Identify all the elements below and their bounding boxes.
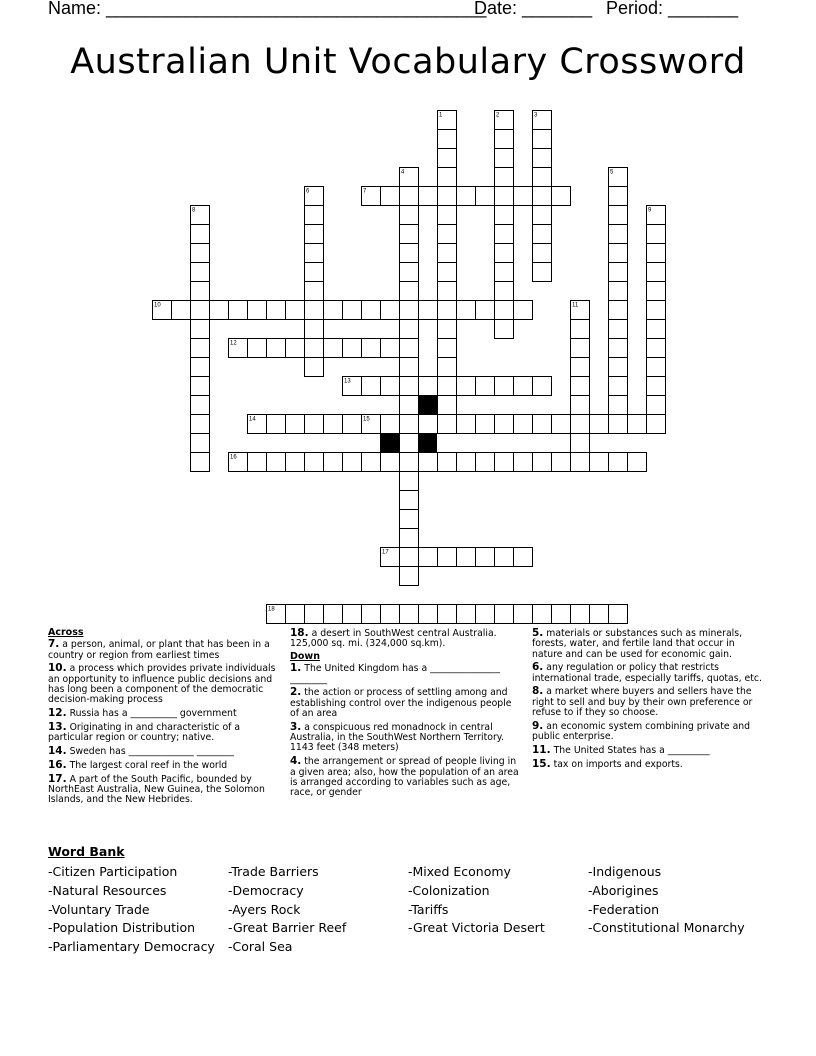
clue-number: 16 (230, 454, 237, 461)
grid-cell[interactable] (362, 339, 381, 358)
word-bank-column-1 (48, 863, 215, 957)
grid-cell[interactable] (609, 263, 628, 282)
clue-across-17: 17. A part of the South Pacific, bounded by NorthEast Australia, New Guinea, the Solomon Islands, and the New Hebrides. (48, 772, 265, 806)
grid-cell[interactable] (476, 187, 495, 206)
word-bank-item: -Ayers Rock (228, 901, 301, 917)
grid-cell[interactable] (400, 415, 419, 434)
grid-cell[interactable] (191, 396, 210, 415)
grid-cell[interactable] (476, 415, 495, 434)
grid-cell[interactable] (191, 301, 210, 320)
clue-across-10: 10. a process which provides private individuals an opportunity to influence public decisions and has long been a component of the democratic decision-making process (48, 662, 276, 706)
grid-cell[interactable] (438, 206, 457, 225)
clue-across-7: 7. a person, animal, or plant that has been in a country or region from earliest times (48, 638, 270, 661)
clue-down-5: 5. materials or substances such as minerals, forests, water, and fertile land that occur in nature and can be used for economic gain. (532, 627, 743, 660)
across-heading: Across (48, 627, 84, 638)
grid-cell[interactable] (286, 339, 305, 358)
grid-cell[interactable] (248, 339, 267, 358)
grid-cell[interactable] (552, 187, 571, 206)
clue-down-4: 4. the arrangement or spread of people living in a given area; also, how the population of an area is arranged according to variables such as age, race, or gender (290, 755, 519, 799)
grid-cell[interactable] (552, 453, 571, 472)
page-title: Australian Unit Vocabulary Crossword (70, 42, 746, 82)
grid-cell[interactable] (609, 605, 628, 624)
grid-cell[interactable] (305, 263, 324, 282)
grid-cell[interactable] (609, 320, 628, 339)
grid-cell[interactable] (191, 453, 210, 472)
word-bank-item: -Democracy (228, 882, 304, 898)
grid-cell[interactable] (343, 605, 362, 624)
grid-cell[interactable] (286, 415, 305, 434)
grid-cell[interactable] (647, 244, 666, 263)
grid-cell[interactable] (571, 377, 590, 396)
grid-cell[interactable] (647, 396, 666, 415)
grid-cell[interactable] (400, 472, 419, 491)
clue-number: 18 (268, 606, 275, 613)
grid-cell[interactable] (419, 187, 438, 206)
word-bank-item: -Colonization (408, 882, 490, 898)
clue-number: 1 (439, 112, 443, 119)
grid-cell[interactable] (495, 263, 514, 282)
grid-cell[interactable] (400, 434, 419, 453)
clue-number: 9 (648, 207, 652, 214)
grid-cell[interactable] (514, 301, 533, 320)
clue-number: 3 (534, 112, 538, 119)
grid-cell[interactable] (400, 510, 419, 529)
grid-cell[interactable] (609, 377, 628, 396)
grid-cell[interactable] (476, 605, 495, 624)
grid-cell[interactable] (286, 301, 305, 320)
grid-cell[interactable] (628, 415, 647, 434)
grid-cell[interactable] (457, 301, 476, 320)
down-heading: Down (290, 651, 320, 663)
grid-cell[interactable] (419, 548, 438, 567)
grid-cell[interactable] (457, 548, 476, 567)
grid-cell[interactable] (248, 453, 267, 472)
grid-cell[interactable] (438, 415, 457, 434)
grid-cell[interactable] (647, 263, 666, 282)
grid-cell[interactable] (495, 377, 514, 396)
grid-cell[interactable] (305, 320, 324, 339)
grid-cell[interactable] (324, 339, 343, 358)
black-square (418, 433, 437, 452)
grid-cell[interactable] (438, 130, 457, 149)
grid-cell[interactable] (438, 225, 457, 244)
grid-cell[interactable] (457, 605, 476, 624)
grid-cell[interactable] (419, 415, 438, 434)
grid-cell[interactable] (267, 415, 286, 434)
grid-cell[interactable] (514, 605, 533, 624)
grid-cell[interactable] (476, 453, 495, 472)
grid-cell[interactable] (267, 301, 286, 320)
grid-cell[interactable] (381, 605, 400, 624)
grid-cell[interactable] (305, 282, 324, 301)
grid-cell[interactable] (552, 415, 571, 434)
grid-cell[interactable] (552, 605, 571, 624)
grid-cell[interactable] (533, 453, 552, 472)
grid-cell[interactable] (191, 320, 210, 339)
grid-cell[interactable] (609, 244, 628, 263)
grid-cell[interactable] (495, 453, 514, 472)
grid-cell[interactable] (590, 415, 609, 434)
grid-cell[interactable] (495, 168, 514, 187)
grid-cell[interactable] (381, 453, 400, 472)
grid-cell[interactable] (419, 377, 438, 396)
period-field[interactable]: Period: _______ (606, 0, 739, 18)
word-bank-item: -Tariffs (408, 901, 449, 917)
black-square (418, 395, 437, 414)
grid-cell[interactable] (400, 244, 419, 263)
grid-cell[interactable] (495, 415, 514, 434)
grid-cell[interactable] (229, 301, 248, 320)
clue-across-16: 16. The largest coral reef in the world (48, 758, 228, 771)
grid-cell[interactable] (533, 130, 552, 149)
word-bank-item: -Great Victoria Desert (408, 920, 545, 936)
grid-cell[interactable] (533, 187, 552, 206)
grid-cell[interactable] (495, 130, 514, 149)
clues-column-2 (290, 628, 522, 801)
clue-number: 2 (496, 112, 500, 119)
clue-number: 15 (363, 416, 370, 423)
grid-cell[interactable] (419, 453, 438, 472)
grid-cell[interactable] (400, 548, 419, 567)
word-bank-item: -Natural Resources (48, 882, 167, 898)
grid-cell[interactable] (438, 263, 457, 282)
grid-cell[interactable] (381, 187, 400, 206)
grid-cell[interactable] (419, 301, 438, 320)
word-bank-item: -Federation (588, 901, 660, 917)
grid-cell[interactable] (343, 301, 362, 320)
clue-down-1: 1. The United Kingdom has a _______________ ________ (290, 662, 500, 685)
grid-cell[interactable] (305, 225, 324, 244)
grid-cell[interactable] (362, 605, 381, 624)
grid-cell[interactable] (609, 415, 628, 434)
grid-cell[interactable] (191, 339, 210, 358)
word-bank-item: -Voluntary Trade (48, 901, 150, 917)
grid-cell[interactable] (438, 149, 457, 168)
grid-cell[interactable] (400, 206, 419, 225)
grid-cell[interactable] (438, 187, 457, 206)
clue-number: 4 (401, 169, 405, 176)
grid-cell[interactable] (400, 263, 419, 282)
clue-across-12: 12. Russia has a __________ government (48, 707, 237, 720)
grid-cell[interactable] (400, 453, 419, 472)
clue-number: 11 (572, 302, 579, 309)
date-field[interactable]: Date: _______ (474, 0, 593, 18)
grid-cell[interactable] (628, 453, 647, 472)
clue-down-15: 15. tax on imports and exports. (532, 757, 683, 770)
clue-number: 12 (230, 340, 237, 347)
grid-cell[interactable] (305, 301, 324, 320)
grid-cell[interactable] (495, 225, 514, 244)
grid-cell[interactable] (438, 377, 457, 396)
grid-cell[interactable] (400, 567, 419, 586)
grid-cell[interactable] (191, 244, 210, 263)
grid-cell[interactable] (609, 187, 628, 206)
word-bank-item: -Indigenous (588, 864, 662, 879)
clue-down-2: 2. the action or process of settling among and establishing control over the indigenous people of an area (290, 686, 512, 720)
grid-cell[interactable] (191, 377, 210, 396)
clue-down-11: 11. The United States has a _________ (532, 743, 710, 756)
word-bank-item: -Coral Sea (228, 939, 293, 955)
grid-cell[interactable] (305, 605, 324, 624)
grid-cell[interactable] (343, 415, 362, 434)
grid-cell[interactable] (476, 377, 495, 396)
grid-cell[interactable] (324, 301, 343, 320)
clue-number: 17 (382, 549, 389, 556)
grid-cell[interactable] (609, 301, 628, 320)
grid-cell[interactable] (305, 358, 324, 377)
grid-cell[interactable] (533, 168, 552, 187)
word-bank-item: -Population Distribution (48, 920, 196, 936)
grid-cell[interactable] (305, 244, 324, 263)
grid-cell[interactable] (191, 282, 210, 301)
grid-cell[interactable] (438, 168, 457, 187)
grid-cell[interactable] (457, 415, 476, 434)
grid-cell[interactable] (609, 339, 628, 358)
grid-cell[interactable] (514, 377, 533, 396)
grid-cell[interactable] (495, 282, 514, 301)
grid-cell[interactable] (305, 453, 324, 472)
grid-cell[interactable] (495, 605, 514, 624)
grid-cell[interactable] (571, 396, 590, 415)
clues-column-3 (532, 628, 768, 773)
grid-cell[interactable] (438, 301, 457, 320)
grid-cell[interactable] (647, 301, 666, 320)
grid-cell[interactable] (457, 187, 476, 206)
grid-cell[interactable] (438, 244, 457, 263)
grid-cell[interactable] (267, 339, 286, 358)
grid-cell[interactable] (381, 301, 400, 320)
word-bank-item: -Trade Barriers (228, 864, 319, 879)
grid-cell[interactable] (495, 301, 514, 320)
grid-cell[interactable] (362, 301, 381, 320)
grid-cell[interactable] (438, 339, 457, 358)
grid-cell[interactable] (609, 225, 628, 244)
grid-cell[interactable] (609, 396, 628, 415)
grid-cell[interactable] (647, 339, 666, 358)
grid-cell[interactable] (381, 339, 400, 358)
grid-cell[interactable] (172, 301, 191, 320)
grid-cell[interactable] (533, 377, 552, 396)
clue-across-13: 13. Originating in and characteristic of a particular region or country; native. (48, 720, 241, 744)
grid-cell[interactable] (609, 358, 628, 377)
grid-cell[interactable] (533, 149, 552, 168)
grid-cell[interactable] (400, 358, 419, 377)
clues-column-1 (48, 628, 284, 808)
grid-cell[interactable] (647, 358, 666, 377)
grid-cell[interactable] (514, 415, 533, 434)
clue-number: 13 (344, 378, 351, 385)
grid-cell[interactable] (495, 187, 514, 206)
grid-cell[interactable] (590, 453, 609, 472)
grid-cell[interactable] (400, 377, 419, 396)
grid-cell[interactable] (438, 605, 457, 624)
clue-across-18: 18. a desert in SouthWest central Australia. 125,000 sq. mi. (324,000 sq.km). (290, 627, 497, 650)
grid-cell[interactable] (343, 453, 362, 472)
grid-cell[interactable] (647, 282, 666, 301)
grid-cell[interactable] (514, 187, 533, 206)
grid-cell[interactable] (514, 453, 533, 472)
grid-cell[interactable] (400, 301, 419, 320)
grid-cell[interactable] (324, 453, 343, 472)
grid-cell[interactable] (647, 377, 666, 396)
grid-cell[interactable] (400, 320, 419, 339)
grid-cell[interactable] (400, 396, 419, 415)
grid-cell[interactable] (286, 605, 305, 624)
grid-cell[interactable] (438, 396, 457, 415)
word-bank-heading: Word Bank (48, 844, 125, 859)
grid-cell[interactable] (191, 434, 210, 453)
grid-cell[interactable] (476, 301, 495, 320)
word-bank-item: -Great Barrier Reef (228, 920, 347, 936)
grid-cell[interactable] (305, 206, 324, 225)
grid-cell[interactable] (286, 453, 305, 472)
grid-cell[interactable] (362, 377, 381, 396)
grid-cell[interactable] (571, 339, 590, 358)
grid-cell[interactable] (457, 453, 476, 472)
word-bank-item: -Aborigines (588, 882, 659, 898)
grid-cell[interactable] (571, 453, 590, 472)
grid-cell[interactable] (381, 415, 400, 434)
clue-down-3: 3. a conspicuous red monadnock in central Australia, in the SouthWest Northern Territory. 1143 feet (348 meters) (290, 720, 504, 754)
word-bank-item: -Mixed Economy (408, 864, 511, 879)
grid-cell[interactable] (248, 301, 267, 320)
word-bank-item: -Parliamentary Democracy (48, 939, 215, 955)
grid-cell[interactable] (457, 377, 476, 396)
grid-cell[interactable] (381, 377, 400, 396)
grid-cell[interactable] (400, 491, 419, 510)
grid-cell[interactable] (647, 415, 666, 434)
grid-cell[interactable] (533, 225, 552, 244)
grid-cell[interactable] (590, 605, 609, 624)
clue-number: 6 (306, 188, 310, 195)
grid-cell[interactable] (191, 225, 210, 244)
grid-cell[interactable] (324, 415, 343, 434)
grid-cell[interactable] (305, 339, 324, 358)
clue-number: 7 (363, 188, 367, 195)
grid-cell[interactable] (571, 415, 590, 434)
clue-down-8: 8. a market where buyers and sellers have the right to sell and buy by their own preference or refuse to if they so choose. (532, 685, 753, 719)
grid-cell[interactable] (438, 282, 457, 301)
clue-down-9: 9. an economic system combining private and public enterprise. (532, 719, 751, 743)
word-bank-column-2 (228, 863, 346, 957)
grid-cell[interactable] (267, 453, 286, 472)
grid-cell[interactable] (495, 320, 514, 339)
word-bank-item: -Citizen Participation (48, 864, 178, 879)
grid-cell[interactable] (400, 529, 419, 548)
clue-number: 14 (249, 416, 256, 423)
grid-cell[interactable] (305, 415, 324, 434)
name-field[interactable]: Name: ______________________________________ (48, 0, 487, 18)
grid-cell[interactable] (495, 548, 514, 567)
grid-cell[interactable] (495, 244, 514, 263)
black-square (380, 433, 399, 452)
grid-cell[interactable] (438, 358, 457, 377)
grid-cell[interactable] (210, 301, 229, 320)
grid-cell[interactable] (324, 605, 343, 624)
word-bank-column-4 (588, 863, 745, 938)
grid-cell[interactable] (438, 548, 457, 567)
grid-cell[interactable] (533, 206, 552, 225)
grid-cell[interactable] (495, 206, 514, 225)
grid-cell[interactable] (191, 358, 210, 377)
grid-cell[interactable] (400, 339, 419, 358)
clue-number: 10 (154, 302, 161, 309)
grid-cell[interactable] (495, 149, 514, 168)
grid-cell[interactable] (647, 225, 666, 244)
clue-number: 5 (610, 169, 614, 176)
grid-cell[interactable] (191, 415, 210, 434)
grid-cell[interactable] (400, 605, 419, 624)
clue-across-14: 14. Sweden has ______________ ________ (48, 744, 234, 757)
grid-cell[interactable] (438, 453, 457, 472)
word-bank-column-3 (408, 863, 545, 938)
grid-cell[interactable] (571, 358, 590, 377)
grid-cell[interactable] (609, 453, 628, 472)
clue-number: 8 (192, 207, 196, 214)
grid-cell[interactable] (476, 548, 495, 567)
grid-cell[interactable] (571, 605, 590, 624)
grid-cell[interactable] (400, 282, 419, 301)
grid-cell[interactable] (533, 244, 552, 263)
grid-cell[interactable] (609, 206, 628, 225)
grid-cell[interactable] (419, 605, 438, 624)
word-bank-item: -Constitutional Monarchy (588, 920, 745, 936)
grid-cell[interactable] (400, 225, 419, 244)
clue-down-6: 6. any regulation or policy that restricts international trade, especially tariffs, quotas, etc. (532, 661, 762, 684)
grid-cell[interactable] (609, 282, 628, 301)
grid-cell[interactable] (533, 263, 552, 282)
grid-cell[interactable] (533, 415, 552, 434)
grid-cell[interactable] (514, 548, 533, 567)
grid-cell[interactable] (571, 434, 590, 453)
grid-cell[interactable] (343, 339, 362, 358)
grid-cell[interactable] (191, 263, 210, 282)
grid-cell[interactable] (362, 453, 381, 472)
grid-cell[interactable] (438, 320, 457, 339)
grid-cell[interactable] (533, 605, 552, 624)
grid-cell[interactable] (647, 320, 666, 339)
grid-cell[interactable] (400, 187, 419, 206)
grid-cell[interactable] (571, 320, 590, 339)
